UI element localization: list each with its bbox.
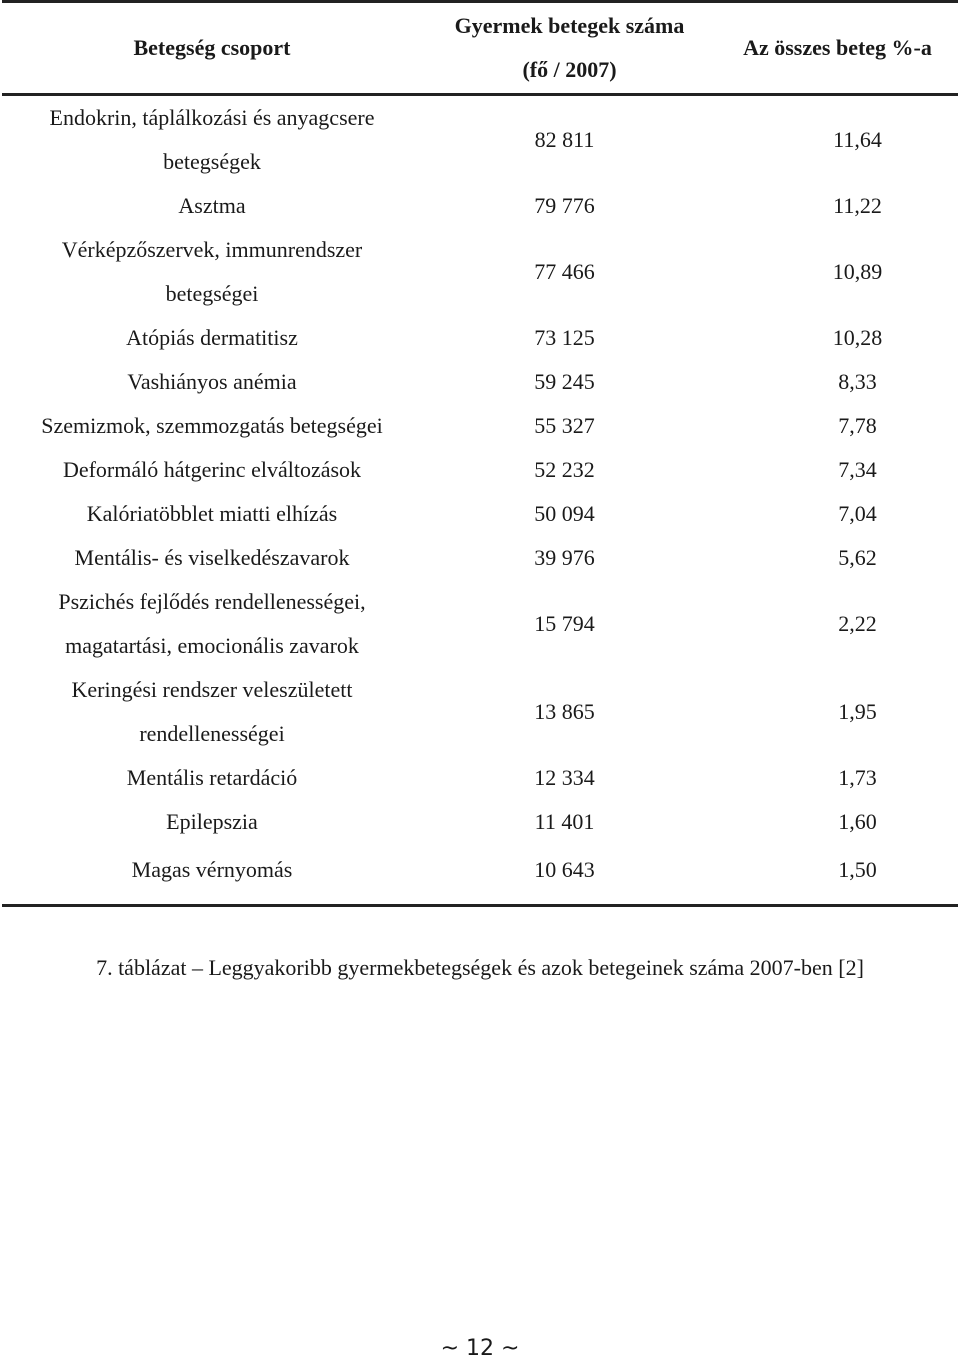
patient-count-cell: 10 643 <box>534 857 595 882</box>
percent-cell: 1,73 <box>838 765 877 790</box>
table-row <box>2 580 958 668</box>
disease-name-cell <box>2 316 422 360</box>
patient-count-cell: 39 976 <box>534 545 595 570</box>
table-header <box>2 2 958 95</box>
patient-count-cell: 55 327 <box>534 413 595 438</box>
header-row <box>2 2 958 95</box>
disease-name-cell <box>2 536 422 580</box>
percent-cell: 11,22 <box>833 193 882 218</box>
header-count <box>422 2 717 95</box>
header-count-line1: Gyermek betegek száma <box>454 13 685 38</box>
disease-name-line: betegségei <box>165 281 259 306</box>
percent-cell: 1,95 <box>838 699 877 724</box>
percent-cell: 8,33 <box>838 369 877 394</box>
disease-name-line: magatartási, emocionális zavarok <box>65 633 359 658</box>
table-row <box>2 404 958 448</box>
patient-count-cell: 13 865 <box>534 699 595 724</box>
table-row <box>2 844 958 906</box>
table-row <box>2 800 958 844</box>
page-number: ~ 12 ~ <box>440 1336 520 1361</box>
disease-name-line: Pszichés fejlődés rendellenességei, <box>58 589 366 614</box>
table-row <box>2 536 958 580</box>
percent-cell: 11,64 <box>833 127 882 152</box>
disease-table <box>2 0 958 907</box>
disease-name-cell <box>2 492 422 536</box>
disease-name-cell <box>2 800 422 844</box>
disease-name-line: Vashiányos anémia <box>127 369 297 394</box>
disease-name-line: Vérképzőszervek, immunrendszer <box>61 237 363 262</box>
table-body <box>2 95 958 906</box>
patient-count-cell: 73 125 <box>534 325 595 350</box>
patient-count-cell: 59 245 <box>534 369 595 394</box>
patient-count-cell: 82 811 <box>534 127 595 152</box>
patient-count-cell: 52 232 <box>534 457 595 482</box>
disease-name-cell <box>2 844 422 906</box>
percent-cell: 7,04 <box>838 501 877 526</box>
disease-name-cell <box>2 580 422 668</box>
disease-name-cell <box>2 95 422 185</box>
disease-name-cell <box>2 668 422 756</box>
disease-name-cell <box>2 404 422 448</box>
header-percent: Az összes beteg %-a <box>743 35 932 60</box>
patient-count-cell: 79 776 <box>534 193 595 218</box>
disease-name-cell <box>2 228 422 316</box>
table-row <box>2 492 958 536</box>
patient-count-cell: 11 401 <box>534 809 595 834</box>
percent-cell: 1,60 <box>838 809 877 834</box>
patient-count-cell: 15 794 <box>534 611 595 636</box>
disease-name-line: Keringési rendszer veleszületett <box>71 677 353 702</box>
disease-name-line: Mentális retardáció <box>126 765 298 790</box>
table-caption: 7. táblázat – Leggyakoribb gyermekbetegségek és azok betegeinek száma 2007-ben [2] <box>96 955 864 980</box>
table-row <box>2 228 958 316</box>
disease-name-cell <box>2 184 422 228</box>
patient-count-cell: 50 094 <box>534 501 595 526</box>
disease-name-cell <box>2 360 422 404</box>
disease-name-line: Mentális- és viselkedészavarok <box>74 545 350 570</box>
table-row <box>2 668 958 756</box>
header-count-line2: (fő / 2007) <box>522 57 617 82</box>
table-row <box>2 95 958 185</box>
disease-name-line: Asztma <box>178 193 246 218</box>
header-group: Betegség csoport <box>133 35 291 60</box>
patient-count-cell: 77 466 <box>534 259 595 284</box>
disease-name-line: rendellenességei <box>139 721 285 746</box>
disease-name-cell <box>2 756 422 800</box>
disease-name-line: Magas vérnyomás <box>131 857 293 882</box>
disease-name-line: Szemizmok, szemmozgatás betegségei <box>41 413 383 438</box>
disease-name-line: betegségek <box>163 149 261 174</box>
percent-cell: 5,62 <box>838 545 877 570</box>
table-row <box>2 756 958 800</box>
disease-name-line: Epilepszia <box>166 809 258 834</box>
disease-name-line: Endokrin, táplálkozási és anyagcsere <box>49 105 375 130</box>
table-row <box>2 360 958 404</box>
disease-name-line: Deformáló hátgerinc elváltozások <box>62 457 362 482</box>
percent-cell: 10,28 <box>832 325 883 350</box>
table-row <box>2 316 958 360</box>
disease-name-cell <box>2 448 422 492</box>
percent-cell: 7,78 <box>838 413 877 438</box>
percent-cell: 7,34 <box>838 457 877 482</box>
percent-cell: 10,89 <box>832 259 883 284</box>
table-row <box>2 184 958 228</box>
disease-name-line: Atópiás dermatitisz <box>126 325 298 350</box>
table-row <box>2 448 958 492</box>
percent-cell: 2,22 <box>838 611 877 636</box>
patient-count-cell: 12 334 <box>534 765 595 790</box>
percent-cell: 1,50 <box>838 857 877 882</box>
disease-name-line: Kalóriatöbblet miatti elhízás <box>86 501 338 526</box>
